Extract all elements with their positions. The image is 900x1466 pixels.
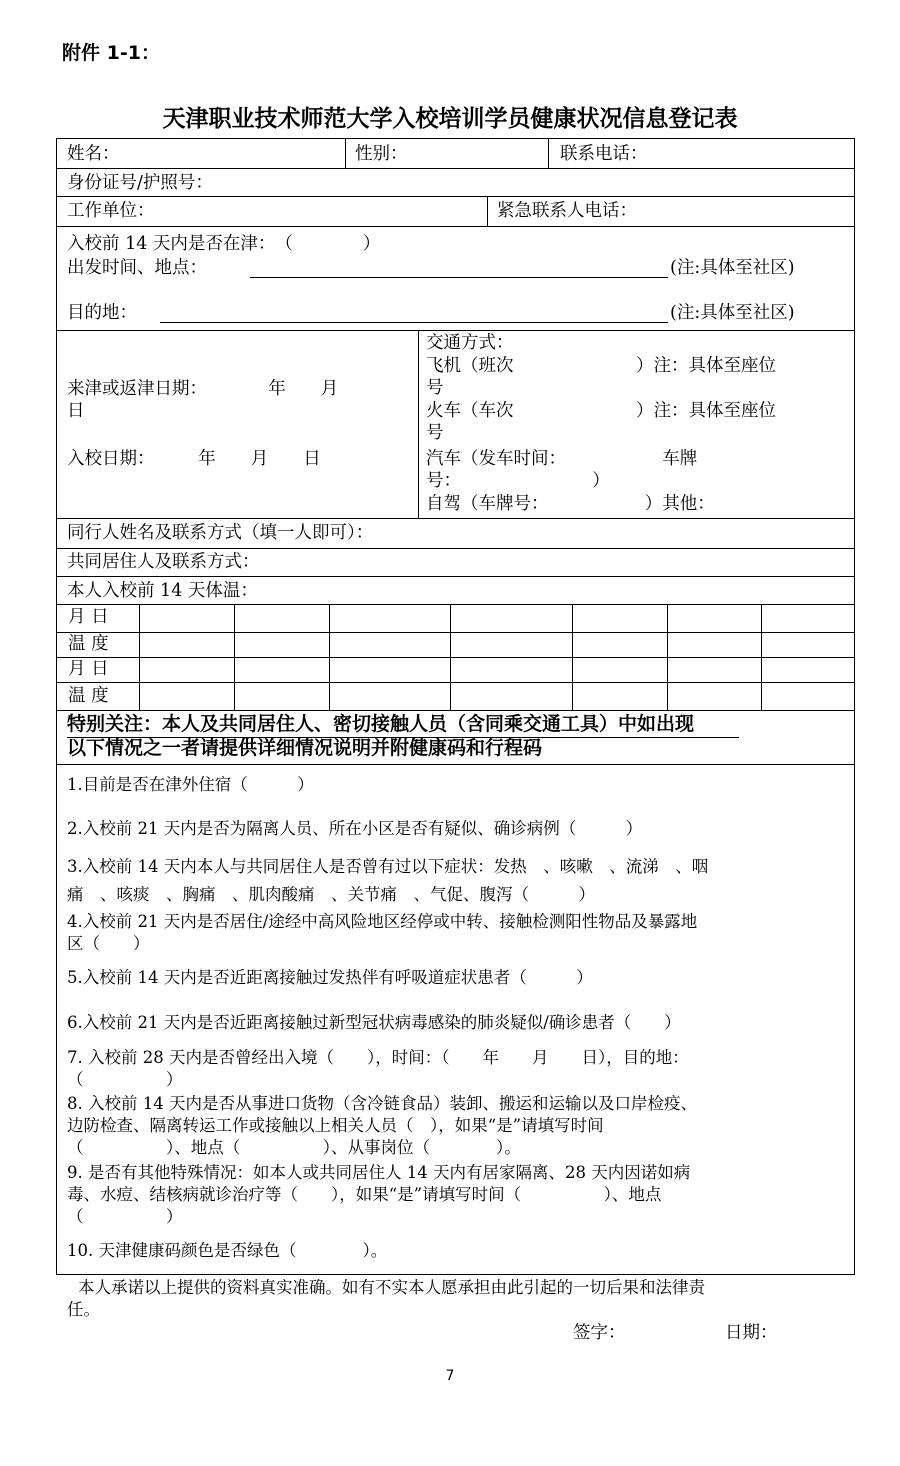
row-divider — [56, 682, 855, 683]
col-divider — [329, 604, 330, 710]
pledge-line1: 本人承诺以上提供的资料真实准确。如有不实本人愿承担由此引起的一切后果和法律责 — [78, 1278, 705, 1297]
departure-underline — [250, 277, 668, 278]
enroll-date-label: 入校日期： 年 月 日 — [67, 449, 321, 469]
question-8b: 边防检查、隔离转运工作或接触以上相关人员（ ），如果“是”请填写时间 — [67, 1116, 604, 1135]
community-note: (注:具体至社区) — [670, 303, 795, 323]
return-date-label: 来津或返津日期： 年 月 — [67, 379, 339, 399]
col-divider — [345, 138, 346, 168]
fellow-label: 同行人姓名及联系方式（填一人即可）： — [67, 523, 374, 543]
temp-row-label: 温 度 — [68, 686, 109, 706]
destination-label: 目的地： — [67, 303, 137, 323]
question-4a: 4.入校前 21 天内是否居住/途经中高风险地区经停或中转、接触检测阳性物品及暴露地 — [67, 912, 698, 931]
train-line-cont: 号 — [426, 423, 444, 443]
community-note: (注:具体至社区) — [670, 258, 795, 278]
self-drive-line: 自驾（车牌号： ）其他： — [426, 494, 715, 514]
col-divider — [450, 604, 451, 710]
col-divider — [548, 138, 549, 168]
plane-line-cont: 号 — [426, 378, 444, 398]
question-7a: 7. 入校前 28 天内是否曾经出入境（ ），时间：（ 年 月 日），目的地： — [67, 1048, 689, 1067]
form-title: 天津职业技术师范大学入校培训学员健康状况信息登记表 — [162, 106, 738, 132]
name-label: 姓名： — [67, 144, 120, 164]
temp-row-label: 月 日 — [68, 607, 109, 627]
temperature-title: 本人入校前 14 天体温： — [67, 581, 258, 601]
page-number: 7 — [445, 1368, 455, 1384]
row-divider — [56, 710, 855, 711]
question-9b: 毒、水痘、结核病就诊治疗等（ ），如果“是”请填写时间（ ）、地点 — [67, 1185, 662, 1204]
in-tianjin-question: 入校前 14 天内是否在津： （ ） — [67, 234, 381, 254]
phone-label: 联系电话： — [560, 144, 648, 164]
row-divider — [56, 548, 855, 549]
row-divider — [56, 632, 855, 633]
row-divider — [56, 604, 855, 605]
question-6: 6.入校前 21 天内是否近距离接触过新型冠状病毒感染的肺炎疑似/确诊患者（ ） — [67, 1013, 681, 1032]
col-divider — [667, 604, 668, 710]
col-divider — [418, 330, 419, 518]
temp-row-label: 月 日 — [68, 659, 109, 679]
question-5: 5.入校前 14 天内是否近距离接触过发热伴有呼吸道症状患者（ ） — [67, 968, 593, 987]
col-divider — [487, 196, 488, 226]
question-7b: （ ） — [67, 1070, 183, 1089]
date-label: 日期： — [725, 1323, 778, 1343]
transport-title: 交通方式： — [426, 333, 514, 353]
row-divider — [56, 576, 855, 577]
row-divider — [56, 657, 855, 658]
question-1: 1.目前是否在津外住宿（ ） — [67, 775, 314, 794]
attachment-label: 附件 1-1： — [62, 42, 160, 64]
row-divider — [56, 518, 855, 519]
plane-line: 飞机（班次 ）注：具体至座位 — [426, 356, 776, 376]
question-9a: 9. 是否有其他特殊情况：如本人或共同居住人 14 天内有居家隔离、28 天内因诺如病 — [67, 1163, 691, 1182]
temp-row-label: 温 度 — [68, 634, 109, 654]
emergency-phone-label: 紧急联系人电话： — [497, 201, 637, 221]
question-3a: 3.入校前 14 天内本人与共同居住人是否曾有过以下症状：发热 、咳嗽 、流涕 、咽 — [67, 857, 709, 876]
row-divider — [56, 168, 855, 169]
row-divider — [56, 196, 855, 197]
destination-underline — [160, 322, 668, 323]
special-attention-line2: 以下情况之一者请提供详细情况说明并附健康码和行程码 — [67, 737, 543, 759]
question-8a: 8. 入校前 14 天内是否从事进口货物（含冷链食品）装卸、搬运和运输以及口岸检疫、 — [67, 1094, 697, 1113]
question-3b: 痛 、咳痰 、胸痛 、肌肉酸痛 、关节痛 、气促、腹泻（ ） — [67, 885, 595, 904]
col-divider — [234, 604, 235, 710]
row-divider — [56, 226, 855, 227]
question-8c: （ ）、地点（ ）、从事岗位（ ）。 — [67, 1138, 521, 1157]
row-divider — [56, 764, 855, 765]
col-divider — [572, 604, 573, 710]
return-date-day: 日 — [67, 401, 85, 421]
question-4b: 区（ ） — [67, 934, 150, 953]
employer-label: 工作单位： — [67, 201, 155, 221]
car-line: 汽车（发车时间： 车牌 — [426, 449, 698, 469]
signature-label: 签字： — [573, 1323, 626, 1343]
train-line: 火车（车次 ）注：具体至座位 — [426, 401, 776, 421]
gender-label: 性别： — [355, 144, 408, 164]
question-9c: （ ） — [67, 1207, 183, 1226]
question-10: 10. 天津健康码颜色是否绿色（ ）。 — [67, 1241, 388, 1260]
pledge-line2: 任。 — [67, 1300, 100, 1319]
row-divider — [56, 330, 855, 331]
col-divider — [139, 604, 140, 710]
departure-label: 出发时间、地点： — [67, 258, 207, 278]
id-label: 身份证号/护照号： — [67, 173, 213, 193]
special-attention-line1: 特别关注：本人及共同居住人、密切接触人员（含同乘交通工具）中如出现 — [67, 713, 695, 735]
col-divider — [761, 604, 762, 710]
car-line-cont: 号： ） — [426, 471, 610, 491]
cohabit-label: 共同居住人及联系方式： — [67, 552, 260, 572]
question-2: 2.入校前 21 天内是否为隔离人员、所在小区是否有疑似、确诊病例（ ） — [67, 819, 643, 838]
